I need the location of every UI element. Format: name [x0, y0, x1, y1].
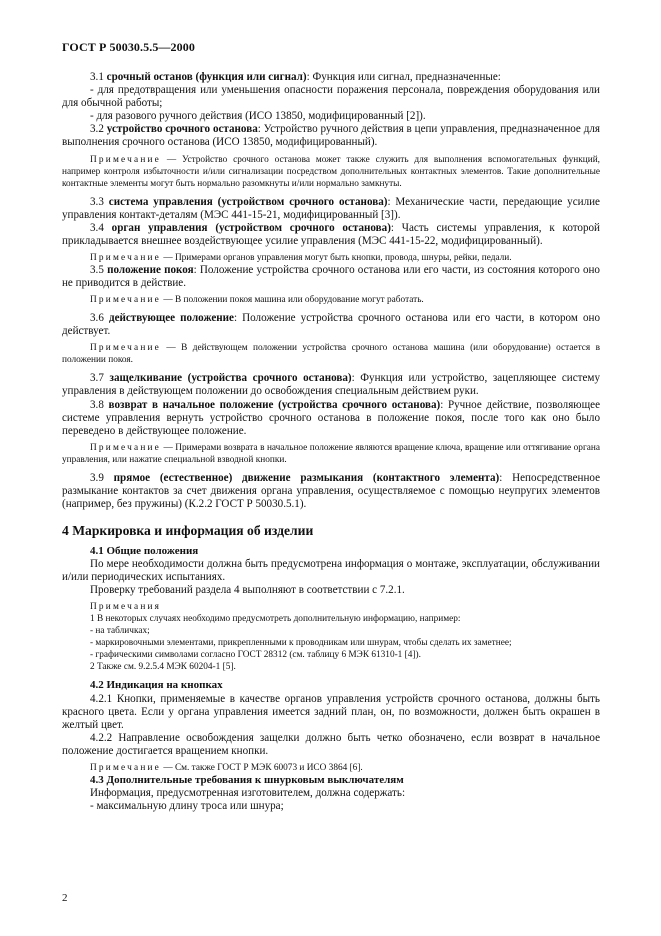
paragraph: Проверку требований раздела 4 выполняют в соответствии с 7.2.1. — [90, 584, 405, 597]
definition-3-7: 3.7 защелкивание (устройства срочного останова): Функция или устройство, зацепляющее систему управления в действующем положении до освобождения специальным действием руки. — [62, 372, 600, 398]
list-item: - для предотвращения или уменьшения опасности поражения персонала, повреждения оборудования или для обычной работы; — [62, 84, 600, 110]
subsection-4-3-heading: 4.3 Дополнительные требования к шнурковым выключателям — [90, 774, 404, 786]
term: возврат в начальное положение (устройства срочного останова) — [108, 398, 441, 411]
list-item: - графическими символами согласно ГОСТ 28312 (см. таблицу 6 МЭК 61310-1 [4]). — [90, 650, 421, 661]
term: система управления (устройством срочного останова) — [108, 195, 388, 208]
definition-3-4: 3.4 орган управления (устройством срочного останова): Часть системы управления, к которой прикладывается внешнее воздействующее усилие управления (МЭС 441-15-22, модифицированный). — [62, 221, 600, 247]
term: прямое (естественное) движение размыкания (контактного элемента) — [113, 471, 500, 484]
definition-3-5: 3.5 положение покоя: Положение устройства срочного останова или его части, из состояния которого оно не приводится в действие. — [62, 263, 600, 290]
note-3-5: Примечание — В положении покоя машина или оборудование могут работать. — [90, 295, 424, 306]
definition-3-3: 3.3 система управления (устройством срочного останова): Механические части, передающие усилие управления контакт-деталям (МЭС 441-15-21, модифицированный [3]). — [62, 195, 600, 221]
note-1: 1 В некоторых случаях необходимо предусмотреть дополнительную информацию, например: — [90, 614, 461, 625]
list-item: - на табличках; — [90, 626, 150, 637]
definition-3-9: 3.9 прямое (естественное) движение размыкания (контактного элемента): Непосредственное размыкание контактов за счет движения органа управления, осуществляемое с помощью неупругих элементов (например, без пружины) (К.2.2 ГОСТ Р 50030.5.1). — [62, 471, 601, 510]
note-3-6: Примечание — В действующем положении устройства срочного останова машина (или оборудование) остается в положении покоя. — [62, 343, 600, 366]
term: срочный останов (функция или сигнал) — [106, 71, 307, 83]
definition-3-6: 3.6 действующее положение: Положение устройства срочного останова или его части, в котором оно действует. — [62, 312, 600, 338]
note-3-2: Примечание — Устройство срочного останова может также служить для выполнения вспомогательных функций, например контроля избыточности и/или сигнализации посредством дополнительных контактных элементов. Такие дополнительные контактные элементы могут быть нормально разомкнуты и/или нормально замкнуты. — [62, 154, 600, 189]
term: действующее положение — [108, 312, 234, 325]
section-4-heading: 4 Маркировка и информация об изделии — [62, 523, 314, 539]
paragraph-4-2-1: 4.2.1 Кнопки, применяемые в качестве органов управления устройств срочного останова, должны быть красного цвета. Если у органа управления имеется задний план, он, по возможности, должен быть окрашен в желтый цвет. — [62, 692, 600, 731]
list-item: - для разового ручного действия (ИСО 13850, модифицированный [2]). — [90, 110, 426, 123]
list-item: - маркировочными элементами, прикрепленными к проводникам или шнурам, чтобы сделать их заметнее; — [90, 638, 512, 649]
term: орган управления (устройством срочного останова) — [111, 221, 391, 234]
list-item: - максимальную длину троса или шнура; — [90, 800, 284, 813]
document-header: ГОСТ Р 50030.5.5—2000 — [62, 40, 195, 54]
paragraph: По мере необходимости должна быть предусмотрена информация о монтаже, эксплуатации, обслуживании и/или периодических испытаниях. — [62, 558, 600, 584]
note-3-8: Примечание — Примерами возврата в начальное положение являются вращение ключа, вращение или оттягивание органа управления, или нажатие специальной взводной кнопки. — [62, 442, 600, 465]
page-number: 2 — [62, 892, 68, 904]
document-page — [62, 40, 600, 813]
paragraph: Информация, предусмотренная изготовителем, должна содержать: — [90, 787, 406, 800]
note-2: 2 Также см. 9.2.5.4 МЭК 60204-1 [5]. — [90, 662, 236, 673]
definition-3-8: 3.8 возврат в начальное положение (устройства срочного останова): Ручное действие, позволяющее системе управления вернуть устройство срочного останова в положение покоя, после того как оно было переведено в действующее положение. — [62, 398, 600, 437]
subsection-4-1-heading: 4.1 Общие положения — [90, 545, 199, 558]
note-4-2: Примечание — См. также ГОСТ Р МЭК 60073 и ИСО 3864 [6]. — [90, 763, 363, 773]
notes-label: Примечания — [90, 602, 162, 613]
note-3-4: Примечание — Примерами органов управления могут быть кнопки, провода, шнуры, рейки, педали. — [90, 252, 512, 263]
definition-3-2: 3.2 устройство срочного останова: Устройство ручного действия в цепи управления, предназначенное для выполнения срочного останова (ИСО 13850, модифицированный). — [62, 123, 600, 149]
term: положение покоя — [107, 263, 194, 276]
paragraph-4-2-2: 4.2.2 Направление освобождения защелки должно быть четко обозначено, если возврат в начальное положение достигается вращением кнопки. — [62, 731, 600, 757]
term: устройство срочного останова — [106, 123, 258, 136]
term: защелкивание (устройства срочного останова) — [109, 372, 352, 385]
definition-3-1: 3.1 срочный останов (функция или сигнал): Функция или сигнал, предназначенные: — [90, 71, 501, 83]
subsection-4-2-heading: 4.2 Индикация на кнопках — [90, 679, 223, 692]
